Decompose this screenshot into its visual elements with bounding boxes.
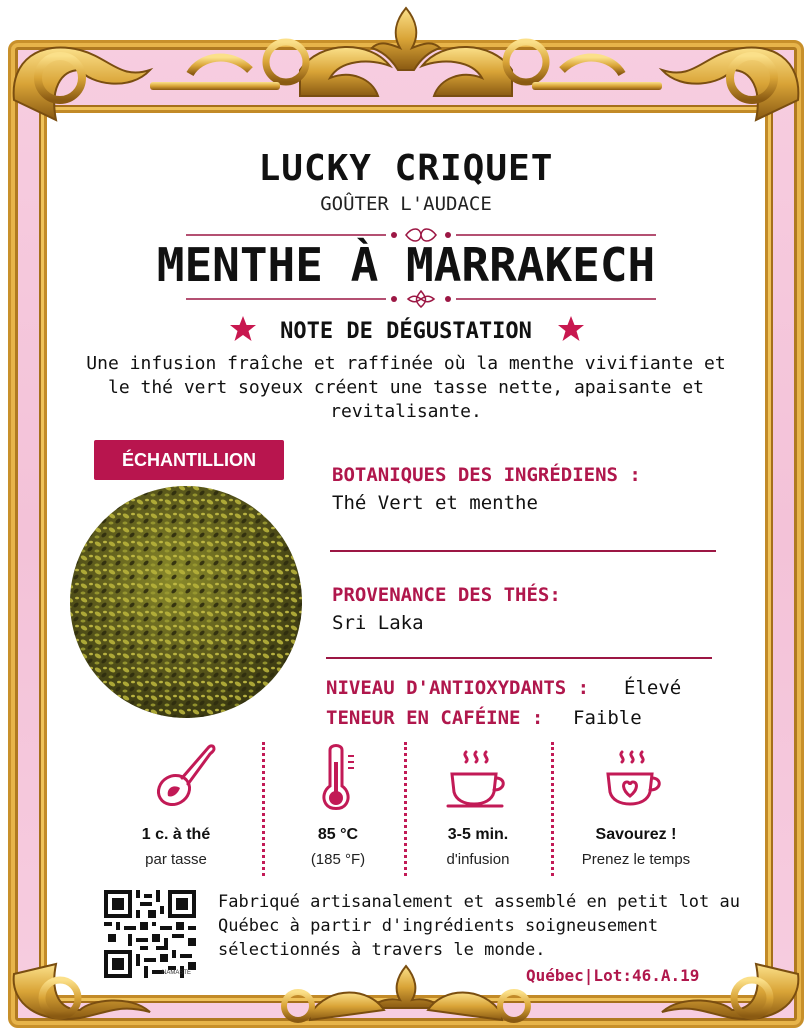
step-title: 85 °C [317,826,359,843]
heart-cup-icon [600,748,668,810]
antioxidants-value: Élevé [624,677,682,699]
step-title: 3-5 min. [447,826,509,843]
brand-tagline: GOÛTER L'AUDACE [320,193,492,215]
origin-label: PROVENANCE DES THÉS: [332,584,561,606]
origin-statement: Fabriqué artisanalement et assemblé en petit lot au Québec à partir d'ingrédients soigneusement sélectionnés à travers le monde. [218,892,740,960]
lot-number: Québec|Lot:46.A.19 [526,966,700,985]
sample-badge: ÉCHANTILLION [94,440,284,480]
caffeine-label: TENEUR EN CAFÉINE : [326,707,544,729]
tea-leaves-image [66,484,306,720]
origin-value: Sri Laka [332,612,424,634]
brand-name: LUCKY CRIQUET [258,148,554,189]
step-title: Savourez ! [595,826,677,843]
tea-cup-icon [444,748,512,810]
star-icon [556,314,586,344]
step-subtitle: (185 °F) [310,851,366,868]
divider-line [330,550,716,552]
qr-caption: NAMASTE [162,970,192,976]
step-title: 1 c. à thé [141,826,211,843]
divider-ornament-icon [186,289,656,309]
step-subtitle: par tasse [145,851,207,868]
step-subtitle: d'infusion [446,851,510,868]
tasting-note-text: Une infusion fraîche et raffinée où la menthe vivifiante et le thé vert soyeux créent une tasse nette, apaisante et revitalisante. [86,353,726,422]
antioxidants-label: NIVEAU D'ANTIOXYDANTS : [326,677,590,699]
divider-line [326,657,712,659]
teaspoon-icon [152,738,220,808]
tasting-note-title: NOTE DE DÉGUSTATION [280,319,532,344]
caffeine-value: Faible [573,707,642,729]
thermometer-icon [316,740,366,812]
qr-code-icon [104,890,196,978]
step-subtitle: Prenez le temps [581,851,691,868]
product-name: MENTHE À MARRAKECH [156,238,656,292]
botanicals-label: BOTANIQUES DES INGRÉDIENS : [332,464,641,486]
botanicals-value: Thé Vert et menthe [332,492,538,514]
